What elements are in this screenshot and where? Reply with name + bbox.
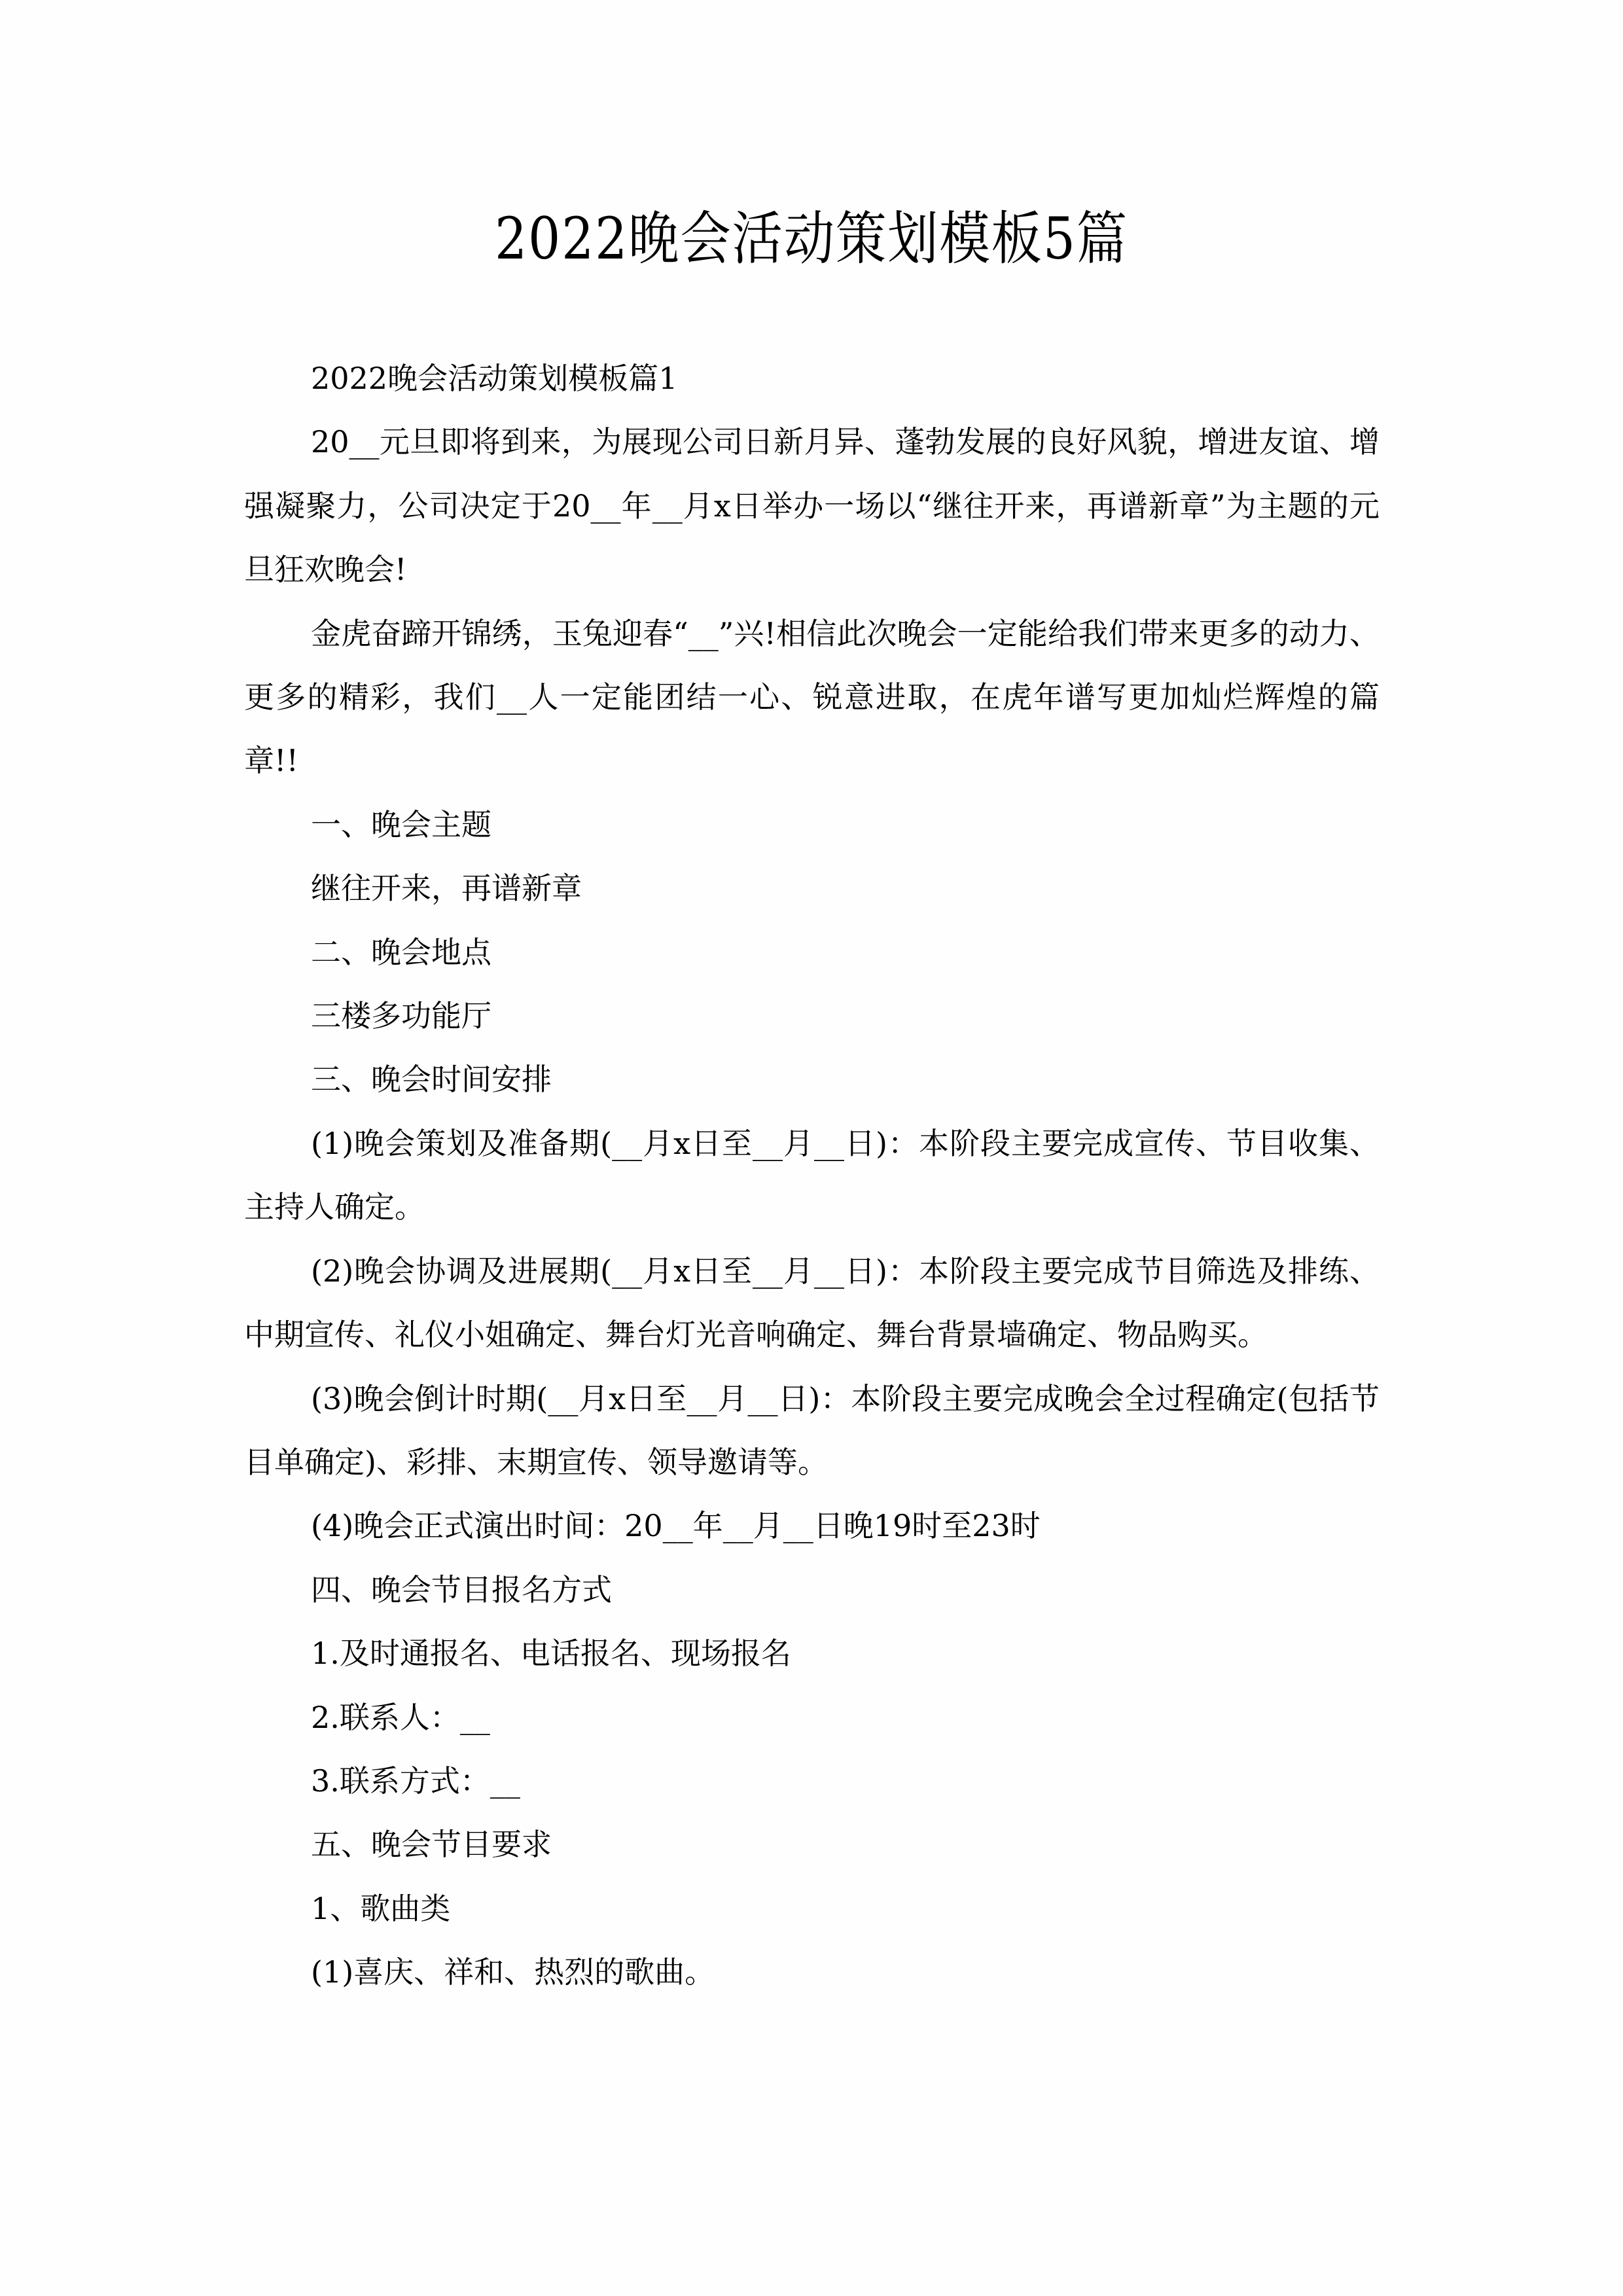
requirement-category-songs: 1、歌曲类 xyxy=(311,1890,451,1926)
theme-text: 继往开来，再谱新章 xyxy=(311,870,582,906)
schedule-item-3: (3)晚会倒计时期(__月x日至__月__日)：本阶段主要完成晚会全过程确定(包括节目单确定)、彩排、末期宣传、领导邀请等。 xyxy=(244,1380,1380,1480)
schedule-item-4: (4)晚会正式演出时间：20__年__月__日晚19时至23时 xyxy=(311,1508,1041,1544)
heading-registration: 四、晚会节目报名方式 xyxy=(311,1571,612,1607)
paragraph-intro: 20__元旦即将到来，为展现公司日新月异、蓬勃发展的良好风貌，增进友谊、增强凝聚力，公司决定于20__年__月x日举办一场以“继往开来，再谱新章”为主题的元旦狂欢晚会! xyxy=(244,424,1380,588)
schedule-item-1: (1)晚会策划及准备期(__月x日至__月__日)：本阶段主要完成宣传、节目收集、主持人确定。 xyxy=(244,1125,1380,1225)
heading-requirements: 五、晚会节目要求 xyxy=(311,1827,552,1863)
registration-item-1: 1.及时通报名、电话报名、现场报名 xyxy=(311,1636,791,1672)
requirement-item-1: (1)喜庆、祥和、热烈的歌曲。 xyxy=(311,1954,715,1990)
registration-item-3: 3.联系方式：__ xyxy=(311,1763,520,1799)
document-title: 2022晚会活动策划模板5篇 xyxy=(495,205,1128,272)
registration-item-2: 2.联系人：__ xyxy=(311,1699,490,1735)
venue-text: 三楼多功能厅 xyxy=(311,998,491,1034)
schedule-item-2: (2)晚会协调及进展期(__月x日至__月__日)：本阶段主要完成节目筛选及排练、中期宣传、礼仪小姐确定、舞台灯光音响确定、舞台背景墙确定、物品购买。 xyxy=(244,1253,1380,1353)
section-heading-template-1: 2022晚会活动策划模板篇1 xyxy=(311,361,678,396)
heading-theme: 一、晚会主题 xyxy=(311,806,491,842)
heading-venue: 二、晚会地点 xyxy=(311,934,491,970)
heading-schedule: 三、晚会时间安排 xyxy=(311,1062,552,1098)
document-body xyxy=(244,347,1380,2005)
paragraph-blessing: 金虎奋蹄开锦绣，玉兔迎春“__”兴!相信此次晚会一定能给我们带来更多的动力、更多的精彩，我们__人一定能团结一心、锐意进取，在虎年谱写更加灿烂辉煌的篇章!! xyxy=(244,615,1380,779)
